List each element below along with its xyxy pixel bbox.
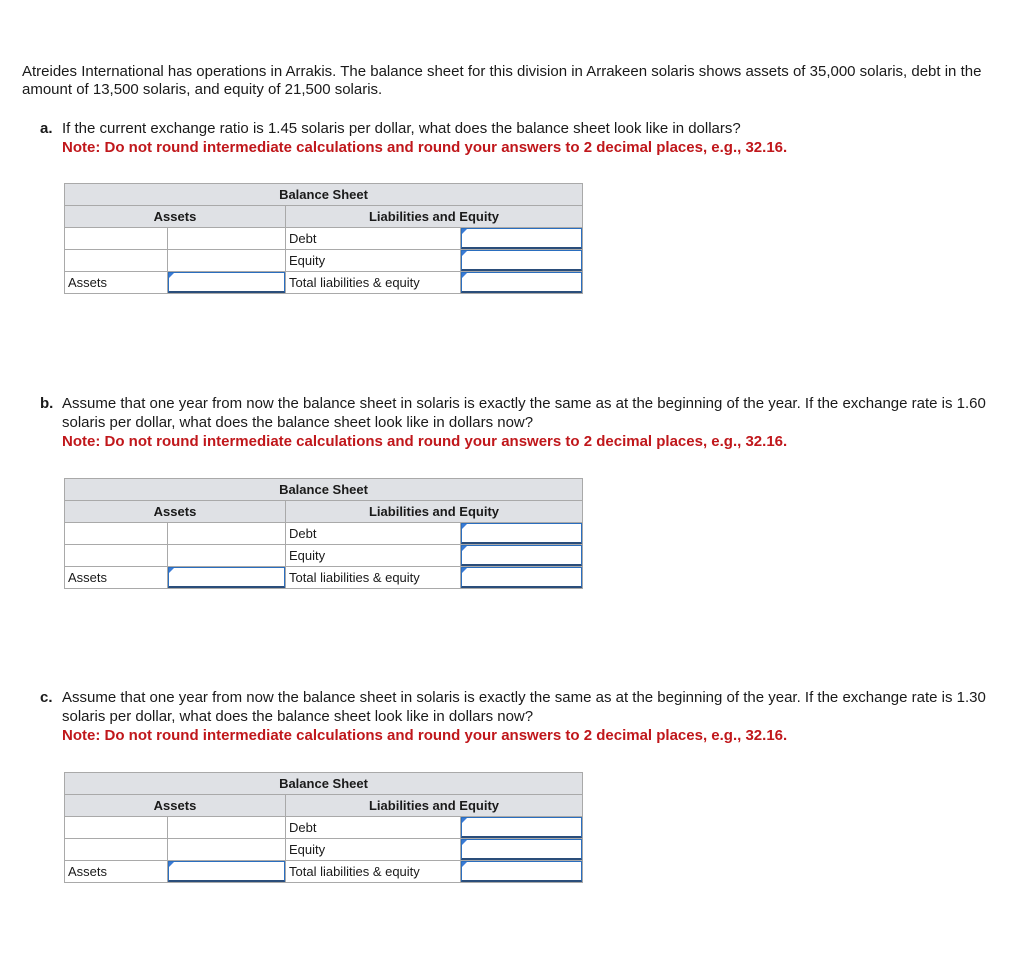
- rounding-note: Note: Do not round intermediate calculations and round your answers to 2 decimal places, e.g., 32.16.: [62, 727, 788, 744]
- balance-sheet-c: [64, 772, 583, 883]
- assets-input-c[interactable]: [168, 861, 286, 883]
- balance-sheet-a: [64, 183, 583, 294]
- debt-input-b[interactable]: [461, 523, 583, 545]
- total-liabilities-equity-label: Total liabilities & equity: [286, 567, 461, 589]
- empty-cell: [65, 523, 168, 545]
- total-liabilities-equity-label: Total liabilities & equity: [286, 861, 461, 883]
- empty-cell: [168, 228, 286, 250]
- debt-field[interactable]: [461, 817, 582, 838]
- table-title: Balance Sheet: [65, 479, 583, 501]
- total-field[interactable]: [461, 567, 582, 588]
- question-text: Assume that one year from now the balance sheet in solaris is exactly the same as at the beginning of the year. If the exchange rate is 1.60 solaris per dollar, what does the balance sheet look like in dollars now?: [62, 395, 986, 431]
- liabilities-equity-header: Liabilities and Equity: [286, 206, 583, 228]
- total-input-c[interactable]: [461, 861, 583, 883]
- assets-field[interactable]: [168, 272, 285, 293]
- equity-label: Equity: [286, 250, 461, 272]
- equity-field[interactable]: [461, 250, 582, 271]
- assets-label: Assets: [65, 567, 168, 589]
- equity-field[interactable]: [461, 545, 582, 566]
- debt-field[interactable]: [461, 523, 582, 544]
- total-field[interactable]: [461, 272, 582, 293]
- assets-input-b[interactable]: [168, 567, 286, 589]
- equity-input-b[interactable]: [461, 545, 583, 567]
- debt-input-c[interactable]: [461, 817, 583, 839]
- empty-cell: [65, 817, 168, 839]
- empty-cell: [65, 839, 168, 861]
- total-liabilities-equity-label: Total liabilities & equity: [286, 272, 461, 294]
- balance-sheet-b: [64, 478, 583, 589]
- empty-cell: [65, 250, 168, 272]
- debt-label: Debt: [286, 817, 461, 839]
- equity-field[interactable]: [461, 839, 582, 860]
- empty-cell: [168, 523, 286, 545]
- assets-header: Assets: [65, 501, 286, 523]
- total-input-b[interactable]: [461, 567, 583, 589]
- problem-intro: Atreides International has operations in Arrakis. The balance sheet for this division in Arrakeen solaris shows assets of 35,000 solaris, debt in the amount of 13,500 solaris, and equity of 21,500 solaris.: [22, 63, 982, 98]
- assets-input-a[interactable]: [168, 272, 286, 294]
- assets-label: Assets: [65, 272, 168, 294]
- question-letter: b.: [40, 395, 54, 412]
- question-letter: c.: [40, 689, 53, 706]
- empty-cell: [65, 545, 168, 567]
- assets-field[interactable]: [168, 861, 285, 882]
- question-a: [40, 119, 990, 157]
- question-text: Assume that one year from now the balance sheet in solaris is exactly the same as at the beginning of the year. If the exchange rate is 1.30 solaris per dollar, what does the balance sheet look like in dollars now?: [62, 689, 986, 725]
- debt-label: Debt: [286, 523, 461, 545]
- debt-label: Debt: [286, 228, 461, 250]
- liabilities-equity-header: Liabilities and Equity: [286, 501, 583, 523]
- empty-cell: [168, 839, 286, 861]
- empty-cell: [65, 228, 168, 250]
- empty-cell: [168, 817, 286, 839]
- question-c: [40, 688, 990, 745]
- assets-label: Assets: [65, 861, 168, 883]
- total-field[interactable]: [461, 861, 582, 882]
- total-input-a[interactable]: [461, 272, 583, 294]
- question-letter: a.: [40, 120, 53, 137]
- table-title: Balance Sheet: [65, 184, 583, 206]
- assets-field[interactable]: [168, 567, 285, 588]
- table-title: Balance Sheet: [65, 773, 583, 795]
- equity-label: Equity: [286, 545, 461, 567]
- equity-label: Equity: [286, 839, 461, 861]
- empty-cell: [168, 545, 286, 567]
- debt-input-a[interactable]: [461, 228, 583, 250]
- rounding-note: Note: Do not round intermediate calculations and round your answers to 2 decimal places, e.g., 32.16.: [62, 433, 788, 450]
- rounding-note: Note: Do not round intermediate calculations and round your answers to 2 decimal places, e.g., 32.16.: [62, 139, 788, 156]
- equity-input-c[interactable]: [461, 839, 583, 861]
- question-text: If the current exchange ratio is 1.45 solaris per dollar, what does the balance sheet look like in dollars?: [62, 120, 741, 137]
- empty-cell: [168, 250, 286, 272]
- assets-header: Assets: [65, 206, 286, 228]
- liabilities-equity-header: Liabilities and Equity: [286, 795, 583, 817]
- assets-header: Assets: [65, 795, 286, 817]
- equity-input-a[interactable]: [461, 250, 583, 272]
- question-b: [40, 394, 990, 451]
- debt-field[interactable]: [461, 228, 582, 249]
